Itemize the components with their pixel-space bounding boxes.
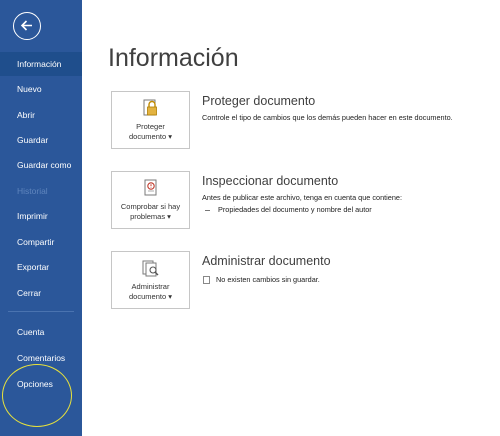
nav-item-exportar[interactable]: Exportar — [17, 262, 50, 272]
nav-item-guardar-como[interactable]: Guardar como — [17, 160, 72, 170]
check-issues-label: Comprobar si hay problemas ▾ — [120, 202, 181, 221]
check-issues-button[interactable] — [111, 171, 190, 229]
nav-item-nuevo[interactable]: Nuevo — [17, 84, 42, 94]
back-arrow-icon — [19, 18, 34, 33]
document-icon — [203, 276, 210, 284]
nav-item-compartir[interactable]: Compartir — [17, 237, 55, 247]
nav-divider — [8, 311, 74, 312]
protect-document-button[interactable] — [111, 91, 190, 149]
nav-item-guardar[interactable]: Guardar — [17, 135, 49, 145]
nav-item-informacion[interactable]: Información — [0, 52, 82, 76]
inspect-document-icon — [141, 178, 161, 198]
manage-status: No existen cambios sin guardar. — [203, 275, 320, 284]
nav-item-abrir[interactable]: Abrir — [17, 110, 35, 120]
nav-item-cerrar[interactable]: Cerrar — [17, 288, 42, 298]
lock-document-icon — [141, 98, 161, 118]
manage-document-label: Administrar documento ▾ — [129, 282, 172, 301]
manage-document-icon — [141, 258, 161, 278]
nav-item-cuenta[interactable]: Cuenta — [17, 327, 45, 337]
inspect-document-title: Inspeccionar documento — [202, 174, 339, 188]
bullet-icon — [205, 210, 210, 211]
manage-document-title: Administrar documento — [202, 254, 331, 268]
nav-item-opciones[interactable]: Opciones — [17, 379, 53, 389]
page-title: Información — [108, 44, 239, 72]
inspect-document-description: Antes de publicar este archivo, tenga en cuenta que contiene: — [202, 193, 402, 202]
nav-item-comentarios[interactable]: Comentarios — [17, 353, 66, 363]
nav-item-imprimir[interactable]: Imprimir — [17, 211, 48, 221]
inspect-bullet: Propiedades del documento y nombre del autor — [205, 205, 372, 214]
nav-item-historial: Historial — [17, 186, 48, 196]
highlight-circle — [2, 364, 72, 427]
manage-document-button[interactable] — [111, 251, 190, 309]
protect-document-description: Controle el tipo de cambios que los demás pueden hacer en este documento. — [202, 113, 453, 122]
protect-document-label: Proteger documento ▾ — [129, 122, 172, 141]
protect-document-title: Proteger documento — [202, 94, 316, 108]
back-button[interactable] — [13, 12, 41, 40]
